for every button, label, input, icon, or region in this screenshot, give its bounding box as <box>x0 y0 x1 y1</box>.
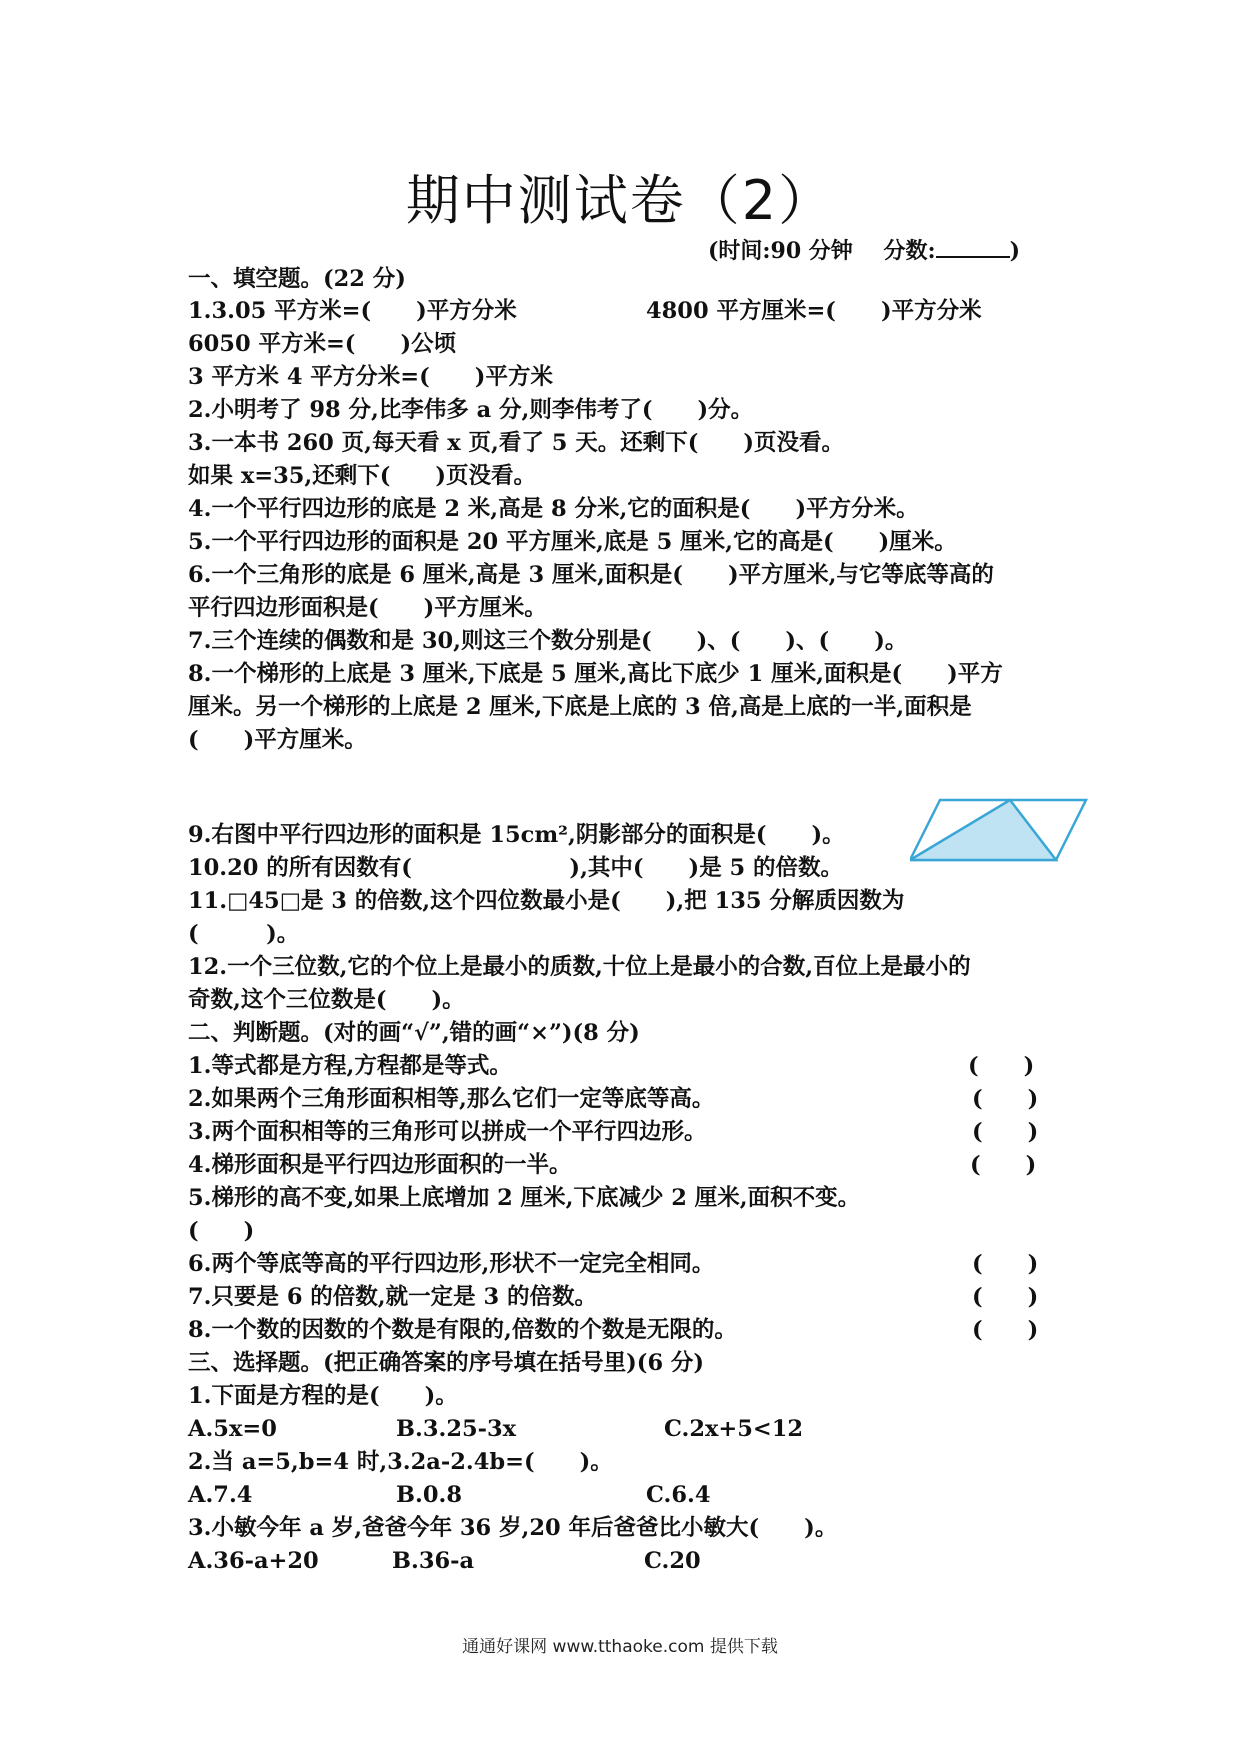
q6-line-a: 6.一个三角形的底是 6 厘米,高是 3 厘米,面积是( )平方厘米,与它等底等高的 <box>188 562 994 588</box>
judge-item-7: 7.只要是 6 的倍数,就一定是 3 的倍数。 <box>188 1284 597 1310</box>
judge-answer-1[interactable]: ( ) <box>968 1053 1035 1079</box>
q2-line: 2.小明考了 98 分,比李伟多 a 分,则李伟考了( )分。 <box>188 397 754 423</box>
q11-line-a: 11.□45□是 3 的倍数,这个四位数最小是( ),把 135 分解质因数为 <box>188 888 905 914</box>
judge-item-3: 3.两个面积相等的三角形可以拼成一个平行四边形。 <box>188 1119 707 1145</box>
judge-item-2: 2.如果两个三角形面积相等,那么它们一定等底等高。 <box>188 1086 715 1112</box>
judge-answer-2[interactable]: ( ) <box>972 1086 1039 1112</box>
judge-answer-4[interactable]: ( ) <box>970 1152 1037 1178</box>
section3-heading: 三、选择题。(把正确答案的序号填在括号里)(6 分) <box>188 1350 705 1376</box>
q3-line-a: 3.一本书 260 页,每天看 x 页,看了 5 天。还剩下( )页没看。 <box>188 430 844 456</box>
choice-q3-option-c[interactable]: C.20 <box>644 1548 701 1574</box>
choice-q2-option-a[interactable]: A.7.4 <box>188 1482 253 1508</box>
q1-line-a: 1.3.05 平方米=( )平方分米 <box>188 298 517 324</box>
choice-q2-option-c[interactable]: C.6.4 <box>646 1482 711 1508</box>
footer-text: 通通好课网 www.tthaoke.com 提供下载 <box>462 1637 778 1657</box>
q12-line-a: 12.一个三位数,它的个位上是最小的质数,十位上是最小的合数,百位上是最小的 <box>188 954 971 980</box>
q1-line-b: 4800 平方厘米=( )平方分米 <box>646 298 982 324</box>
q8-line-a: 8.一个梯形的上底是 3 厘米,下底是 5 厘米,高比下底少 1 厘米,面积是( )平方 <box>188 661 1003 687</box>
choice-q3-option-b[interactable]: B.36-a <box>392 1548 475 1574</box>
judge-answer-6[interactable]: ( ) <box>972 1251 1039 1277</box>
judge-item-4: 4.梯形面积是平行四边形面积的一半。 <box>188 1152 572 1178</box>
score-label: 分数: <box>883 238 936 264</box>
judge-item-6: 6.两个等底等高的平行四边形,形状不一定完全相同。 <box>188 1251 715 1277</box>
page-title: 期中测试卷（2） <box>405 169 835 232</box>
judge-item-1: 1.等式都是方程,方程都是等式。 <box>188 1053 512 1079</box>
score-blank[interactable] <box>936 238 1010 258</box>
q12-line-b: 奇数,这个三位数是( )。 <box>188 987 465 1013</box>
choice-q1-option-a[interactable]: A.5x=0 <box>188 1416 277 1442</box>
section2-heading: 二、判断题。(对的画“√”,错的画“×”)(8 分) <box>188 1020 640 1046</box>
judge-answer-8[interactable]: ( ) <box>972 1317 1039 1343</box>
choice-q1-stem: 1.下面是方程的是( )。 <box>188 1383 458 1409</box>
choice-q2-stem: 2.当 a=5,b=4 时,3.2a-2.4b=( )。 <box>188 1449 613 1475</box>
q1-line-d: 3 平方米 4 平方分米=( )平方米 <box>188 364 553 390</box>
q9-line: 9.右图中平行四边形的面积是 15cm²,阴影部分的面积是( )。 <box>188 822 845 848</box>
q8-line-b: 厘米。另一个梯形的上底是 2 厘米,下底是上底的 3 倍,高是上底的一半,面积是 <box>188 694 972 720</box>
judge-item-8: 8.一个数的因数的个数是有限的,倍数的个数是无限的。 <box>188 1317 737 1343</box>
judge-answer-3[interactable]: ( ) <box>972 1119 1039 1145</box>
q1-line-c: 6050 平方米=( )公顷 <box>188 331 457 357</box>
choice-q3-option-a[interactable]: A.36-a+20 <box>188 1548 319 1574</box>
q4-line: 4.一个平行四边形的底是 2 米,高是 8 分米,它的面积是( )平方分米。 <box>188 496 919 522</box>
q5-line: 5.一个平行四边形的面积是 20 平方厘米,底是 5 厘米,它的高是( )厘米。 <box>188 529 957 555</box>
q11-line-b: ( )。 <box>188 921 300 947</box>
choice-q1-option-b[interactable]: B.3.25-3x <box>396 1416 517 1442</box>
q3-line-b: 如果 x=35,还剩下( )页没看。 <box>188 463 537 489</box>
q8-line-c: ( )平方厘米。 <box>188 727 367 753</box>
choice-q3-stem: 3.小敏今年 a 岁,爸爸今年 36 岁,20 年后爸爸比小敏大( )。 <box>188 1515 838 1541</box>
q7-line: 7.三个连续的偶数和是 30,则这三个数分别是( )、( )、( )。 <box>188 628 908 654</box>
choice-q2-option-b[interactable]: B.0.8 <box>396 1482 462 1508</box>
judge-answer-5[interactable]: ( ) <box>188 1218 255 1244</box>
judge-item-5: 5.梯形的高不变,如果上底增加 2 厘米,下底减少 2 厘米,面积不变。 <box>188 1185 861 1211</box>
choice-q1-option-c[interactable]: C.2x+5<12 <box>664 1416 804 1442</box>
section1-heading: 一、填空题。(22 分) <box>188 266 406 292</box>
q10-line: 10.20 的所有因数有( ),其中( )是 5 的倍数。 <box>188 855 844 881</box>
parallelogram-figure <box>910 796 1090 866</box>
time-label: (时间:90 分钟 <box>708 238 853 264</box>
exam-meta <box>708 234 1020 265</box>
meta-close: ) <box>1009 238 1020 264</box>
judge-answer-7[interactable]: ( ) <box>972 1284 1039 1310</box>
q6-line-b: 平行四边形面积是( )平方厘米。 <box>188 595 547 621</box>
